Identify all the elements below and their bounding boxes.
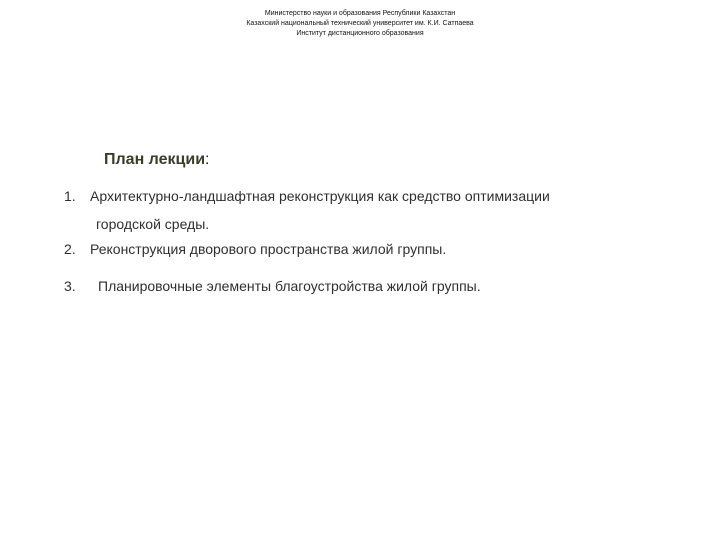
lecture-plan-title-colon: : <box>205 151 210 168</box>
plan-item-1-text-line2: городской среды. <box>96 216 210 232</box>
university-name: Казахский национальный технический университет им. К.И. Сатпаева <box>246 20 474 27</box>
plan-item-1-continuation <box>96 215 209 233</box>
plan-item-3-number: 3. <box>64 278 76 294</box>
plan-item-1-number: 1. <box>64 188 76 204</box>
plan-item-2-text: Реконструкция дворового пространства жилой группы. <box>90 241 447 257</box>
lecture-plan-title <box>104 150 210 170</box>
lecture-plan-title-text: План лекции <box>104 151 206 168</box>
institution-header <box>0 9 720 39</box>
plan-item-3 <box>64 277 481 295</box>
plan-item-3-text: Планировочные элементы благоустройства жилой группы. <box>98 278 481 294</box>
ministry-name: Министерство науки и образования Республики Казахстан <box>264 10 456 17</box>
plan-item-2 <box>64 240 446 258</box>
plan-item-2-number: 2. <box>64 241 76 257</box>
plan-item-1-text-line1: Архитектурно-ландшафтная реконструкция как средство оптимизации <box>90 188 550 204</box>
plan-item-1 <box>64 187 550 205</box>
institute-name: Институт дистанционного образования <box>296 30 424 37</box>
